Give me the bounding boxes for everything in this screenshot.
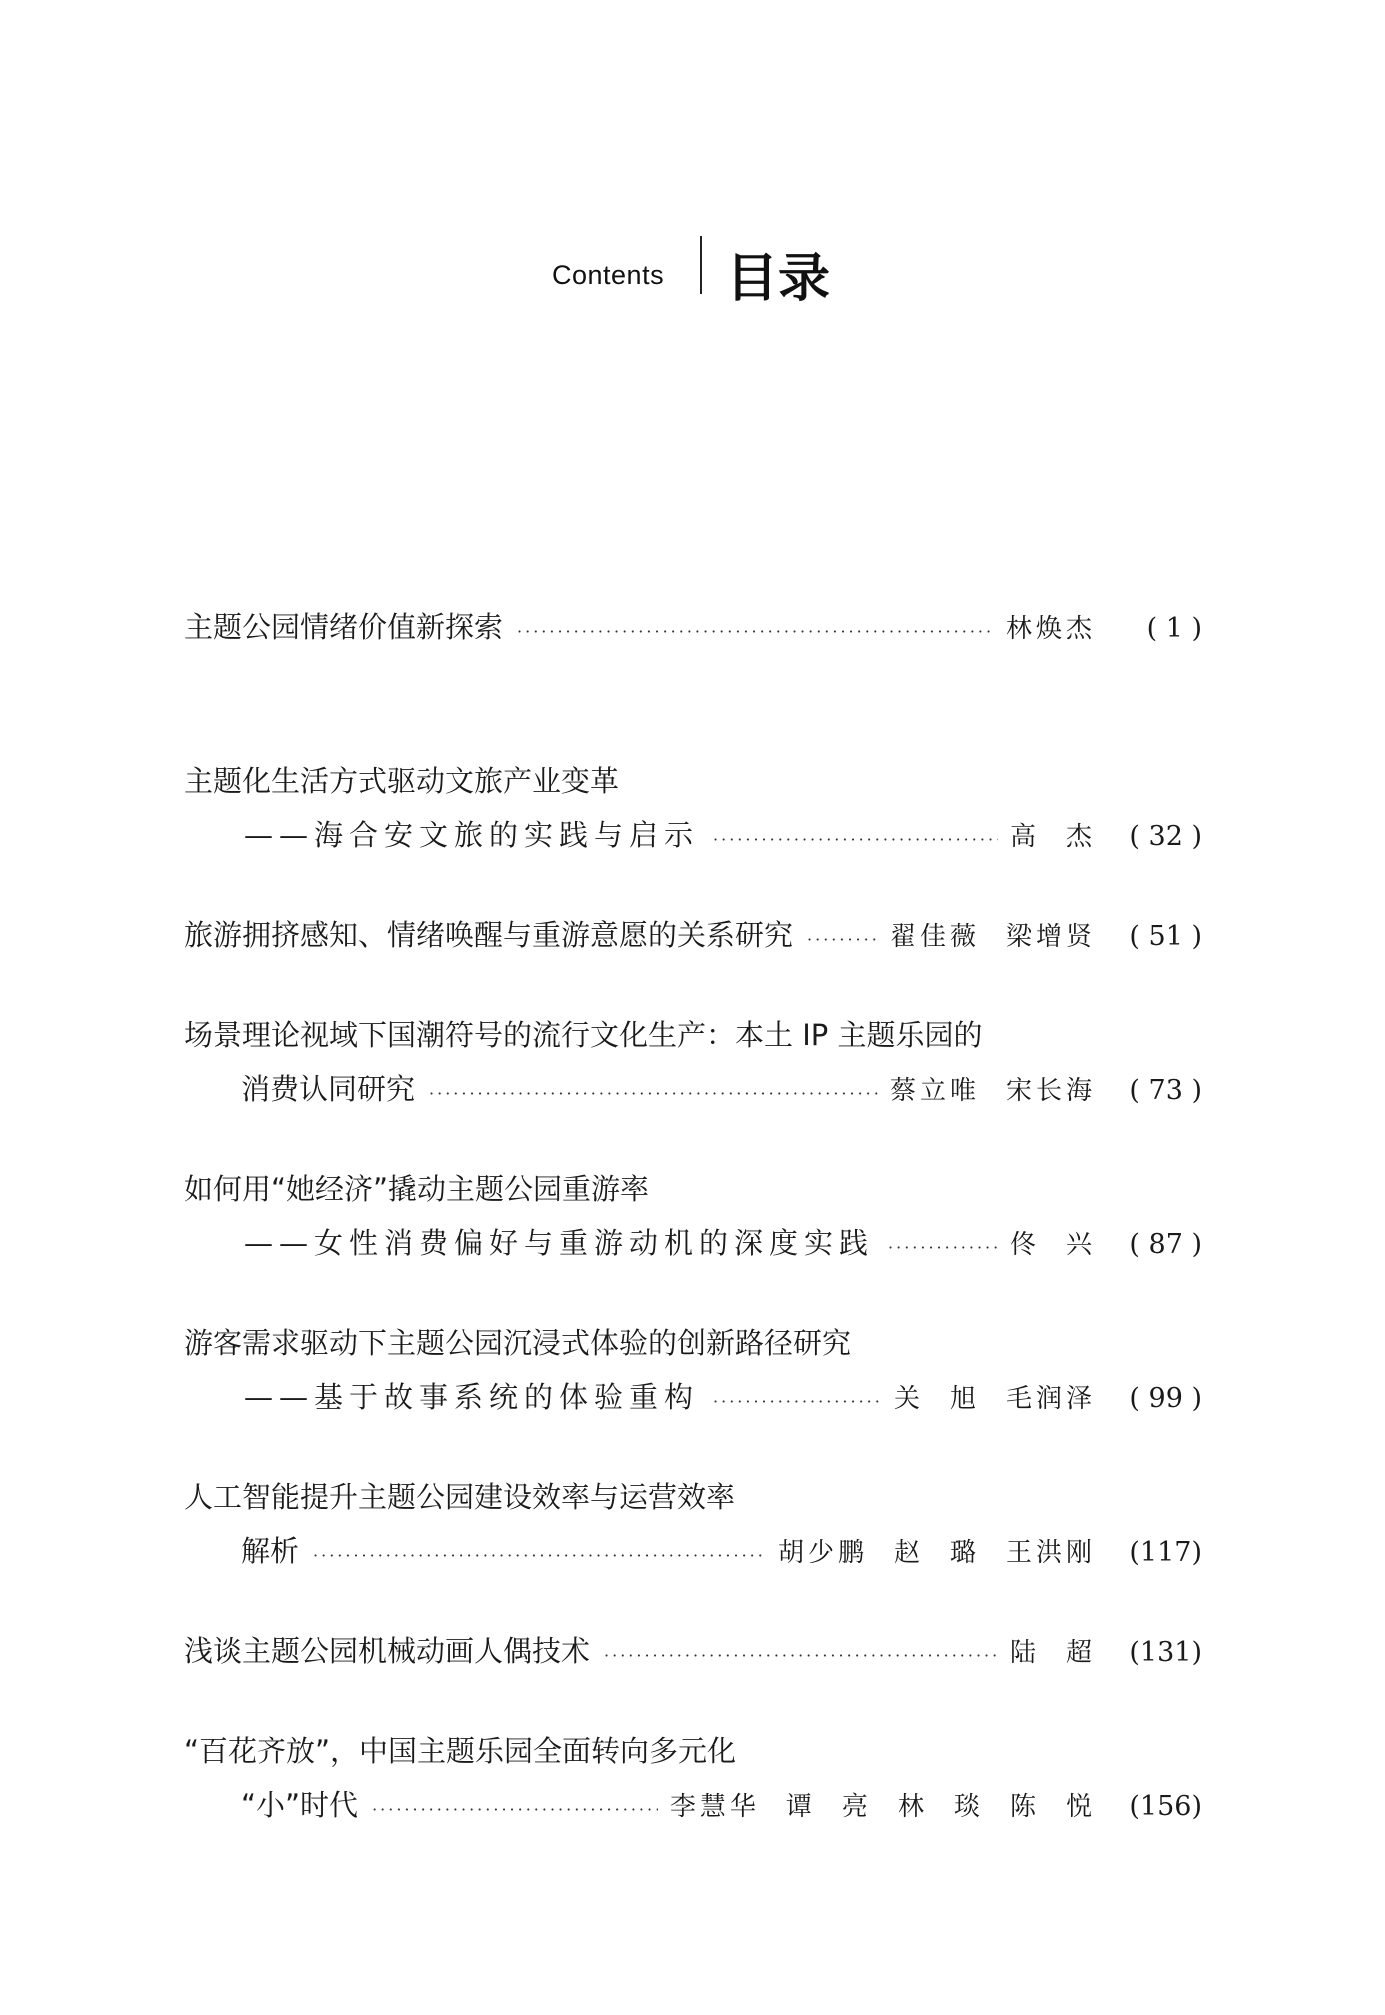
- toc-entry-title[interactable]: 人工智能提升主题公园建设效率与运营效率: [184, 1480, 736, 1514]
- leader-dots: [517, 605, 994, 659]
- leader-dots: [713, 1375, 882, 1429]
- toc-entry-authors: [1010, 810, 1096, 864]
- toc-entry-page[interactable]: ( 73 ): [1129, 1075, 1202, 1106]
- leader-dots: [372, 1783, 658, 1837]
- toc-entry[interactable]: [184, 1470, 1202, 1578]
- toc-entry-subtitle: ——女性消费偏好与重游动机的深度实践: [244, 1226, 875, 1260]
- toc-entry-page[interactable]: (117): [1129, 1537, 1202, 1568]
- toc-entry-title[interactable]: 场景理论视域下国潮符号的流行文化生产：本土 IP 主题乐园的: [184, 1018, 983, 1052]
- author-name: 李慧华: [669, 1792, 760, 1822]
- leader-dots: [604, 1629, 998, 1683]
- author-name: 超: [1065, 1638, 1096, 1668]
- author-name: 兴: [1065, 1230, 1096, 1260]
- toc-entry-authors: [890, 1064, 1096, 1118]
- toc-entry-authors: [1010, 1218, 1096, 1272]
- toc-entry[interactable]: [184, 908, 1202, 962]
- author-name: 梁增贤: [1005, 922, 1096, 952]
- author-name: 佟: [1009, 1230, 1040, 1260]
- author-name: 杰: [1065, 822, 1096, 852]
- toc-entry-title[interactable]: 旅游拥挤感知、情绪唤醒与重游意愿的关系研究: [184, 918, 794, 952]
- toc-entry-title-continuation[interactable]: 解析: [241, 1534, 300, 1568]
- author-name: 翟佳薇: [889, 922, 980, 952]
- toc-entry-authors: [890, 910, 1096, 964]
- author-name: 林焕杰: [1005, 614, 1096, 644]
- author-name: 陆: [1009, 1638, 1040, 1668]
- author-name: 谭: [785, 1792, 816, 1822]
- toc-entry[interactable]: [184, 600, 1202, 654]
- toc-entry-title[interactable]: 主题化生活方式驱动文旅产业变革: [184, 764, 620, 798]
- author-name: 陈: [1009, 1792, 1040, 1822]
- toc-entry-title[interactable]: 主题公园情绪价值新探索: [184, 610, 504, 644]
- author-name: 宋长海: [1005, 1076, 1096, 1106]
- author-name: 毛润泽: [1005, 1384, 1096, 1414]
- leader-dots: [888, 1221, 998, 1275]
- author-name: 琰: [953, 1792, 984, 1822]
- toc-entry-page[interactable]: ( 51 ): [1129, 921, 1202, 952]
- toc-entry-authors: [778, 1526, 1096, 1580]
- author-name: 悦: [1065, 1792, 1096, 1822]
- author-name: 旭: [949, 1384, 980, 1414]
- toc-entry-title[interactable]: 游客需求驱动下主题公园沉浸式体验的创新路径研究: [184, 1326, 852, 1360]
- toc-entry-page[interactable]: (156): [1129, 1791, 1202, 1822]
- author-name: 璐: [949, 1538, 980, 1568]
- author-name: 胡少鹏: [777, 1538, 868, 1568]
- toc-entry-title-continuation[interactable]: “小”时代: [241, 1788, 359, 1822]
- author-name: 高: [1009, 822, 1040, 852]
- author-name: 亮: [841, 1792, 872, 1822]
- author-name: 王洪刚: [1005, 1538, 1096, 1568]
- leader-dots: [313, 1529, 766, 1583]
- toc-entry-page[interactable]: ( 87 ): [1129, 1229, 1202, 1260]
- author-name: 林: [897, 1792, 928, 1822]
- toc-entry-title[interactable]: 浅谈主题公园机械动画人偶技术: [184, 1634, 591, 1668]
- toc-entry[interactable]: [184, 754, 1202, 862]
- contents-header: [0, 236, 1385, 309]
- toc-entry-title[interactable]: 如何用“她经济”撬动主题公园重游率: [184, 1172, 650, 1206]
- toc-entry[interactable]: [184, 1624, 1202, 1678]
- author-name: 蔡立唯: [889, 1076, 980, 1106]
- toc-entry[interactable]: [184, 1724, 1202, 1832]
- header-divider: [700, 236, 702, 294]
- leader-dots: [807, 913, 878, 967]
- toc-entry-subtitle: ——海合安文旅的实践与启示: [244, 818, 700, 852]
- toc-entry-page[interactable]: (131): [1129, 1637, 1202, 1668]
- toc-entry-authors: [670, 1780, 1096, 1834]
- leader-dots: [429, 1067, 878, 1121]
- toc-entry-page[interactable]: ( 1 ): [1146, 613, 1202, 644]
- toc-entry-page[interactable]: ( 99 ): [1129, 1383, 1202, 1414]
- toc-entry-authors: [1010, 1626, 1096, 1680]
- toc-entry-page[interactable]: ( 32 ): [1129, 821, 1202, 852]
- leader-dots: [713, 813, 998, 867]
- author-name: 关: [893, 1384, 924, 1414]
- table-of-contents: [184, 600, 1202, 1832]
- contents-title-zh: 目录: [726, 249, 831, 309]
- toc-entry-authors: [894, 1372, 1096, 1426]
- toc-entry-title[interactable]: “百花齐放”，中国主题乐园全面转向多元化: [184, 1734, 737, 1768]
- toc-entry-title-continuation[interactable]: 消费认同研究: [241, 1072, 416, 1106]
- toc-entry[interactable]: [184, 1316, 1202, 1424]
- toc-entry-subtitle: ——基于故事系统的体验重构: [244, 1380, 700, 1414]
- author-name: 赵: [893, 1538, 924, 1568]
- toc-entry-authors: [1006, 602, 1096, 656]
- toc-entry[interactable]: [184, 1162, 1202, 1270]
- contents-title-en: Contents: [552, 260, 665, 290]
- toc-entry[interactable]: [184, 1008, 1202, 1116]
